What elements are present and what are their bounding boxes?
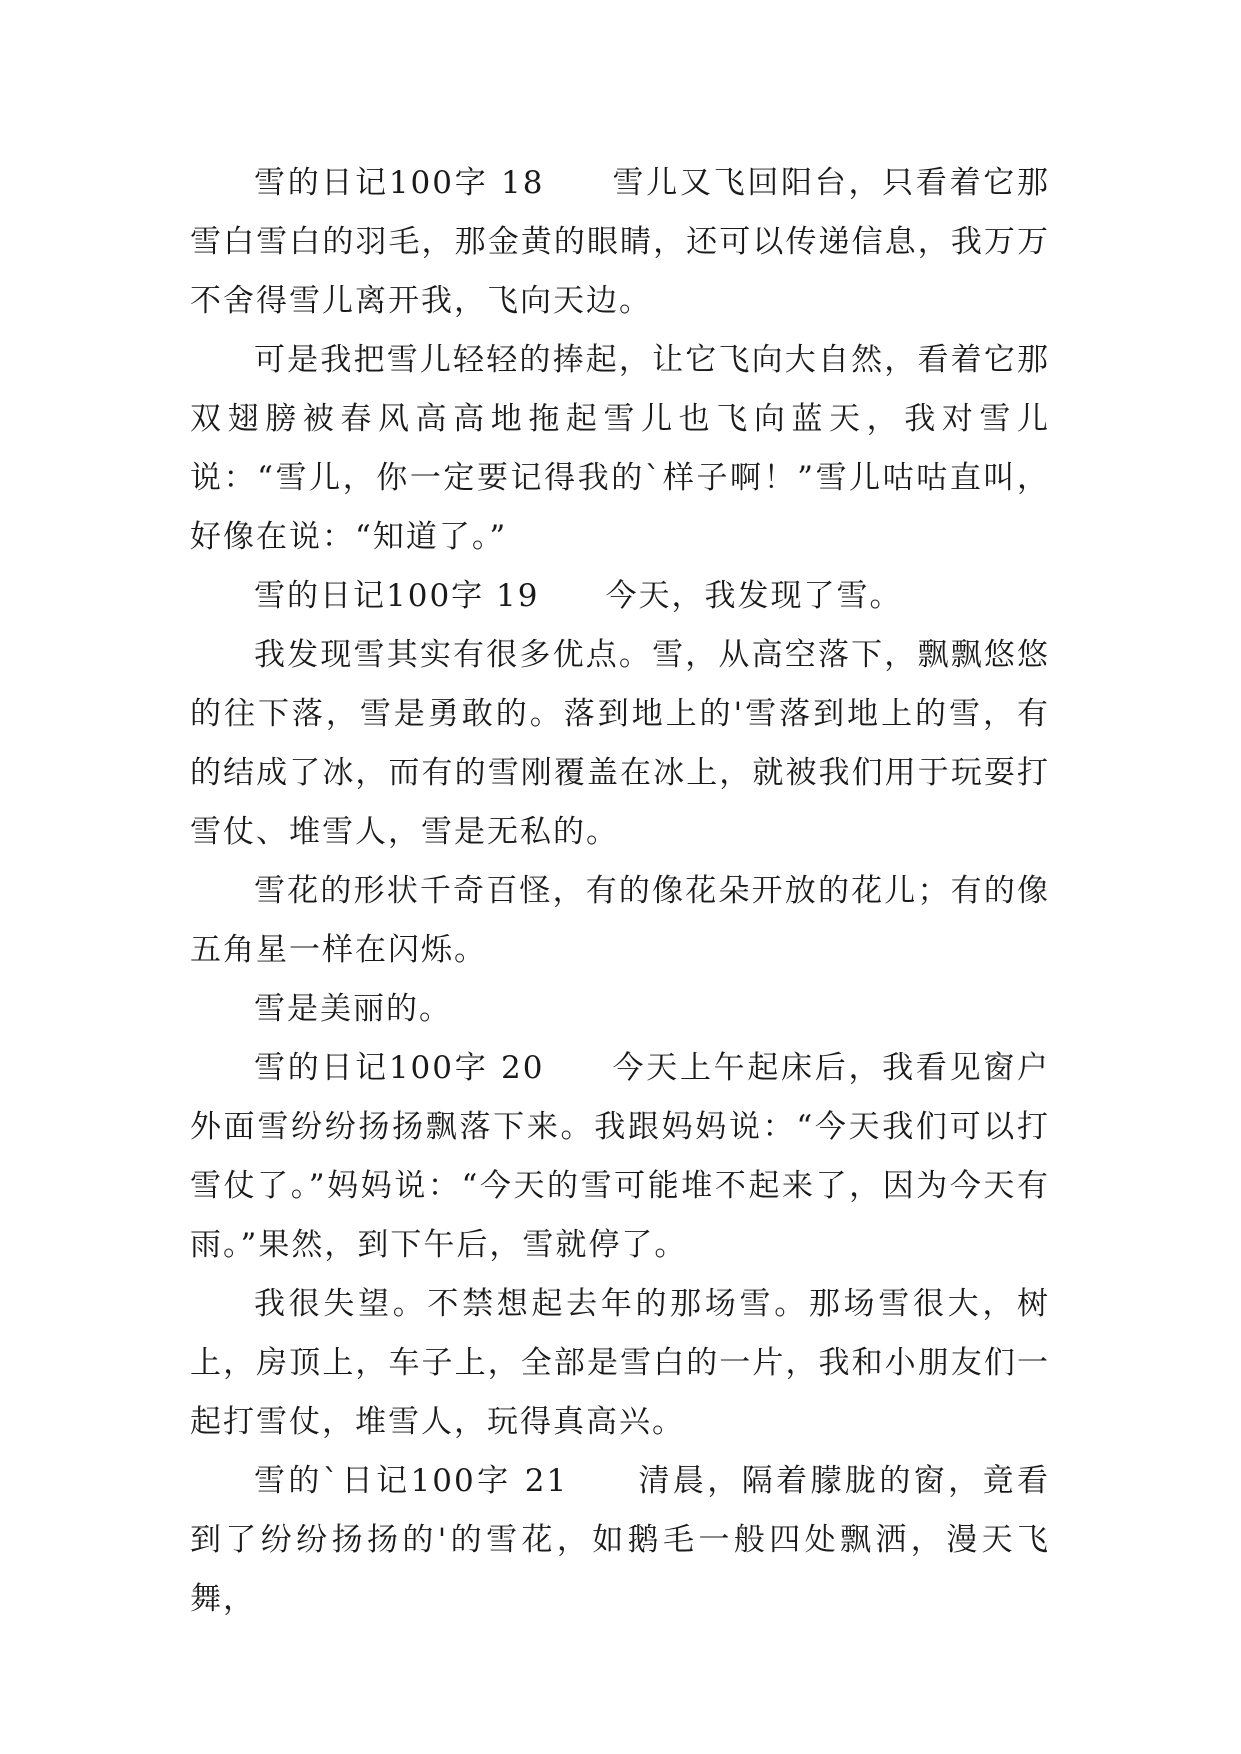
paragraph: 雪的日记100字 20 今天上午起床后，我看见窗户外面雪纷纷扬扬飘落下来。我跟妈妈说：“今天我们可以打雪仗了。”妈妈说：“今天的雪可能堆不起来了，因为今天有雨。”果然，到下午后，雪就停了。 xyxy=(190,1050,1050,1263)
paragraph: 我发现雪其实有很多优点。雪，从高空落下，飘飘悠悠的往下落，雪是勇敢的。落到地上的'雪落到地上的雪，有的结成了冰，而有的雪刚覆盖在冰上，就被我们用于玩耍打雪仗、堆雪人，雪是无私的。 xyxy=(190,637,1050,850)
paragraph: 可是我把雪儿轻轻的捧起，让它飞向大自然，看着它那双翅膀被春风高高地拖起雪儿也飞向蓝天，我对雪儿说：“雪儿，你一定要记得我的`样子啊！”雪儿咕咕直叫，好像在说：“知道了。” xyxy=(190,342,1050,555)
document-body xyxy=(190,154,1050,1629)
paragraph: 雪的`日记100字 21 清晨，隔着朦胧的窗，竟看到了纷纷扬扬的'的雪花，如鹅毛一般四处飘洒，漫天飞舞， xyxy=(190,1463,1050,1617)
paragraph: 雪的日记100字 18 雪儿又飞回阳台，只看着它那雪白雪白的羽毛，那金黄的眼睛，还可以传递信息，我万万不舍得雪儿离开我，飞向天边。 xyxy=(190,165,1050,319)
paragraph: 雪是美丽的。 xyxy=(254,991,452,1027)
paragraph: 我很失望。不禁想起去年的那场雪。那场雪很大，树上，房顶上，车子上，全部是雪白的一片，我和小朋友们一起打雪仗，堆雪人，玩得真高兴。 xyxy=(190,1286,1050,1440)
paragraph: 雪花的形状千奇百怪，有的像花朵开放的花儿；有的像五角星一样在闪烁。 xyxy=(190,873,1050,968)
paragraph: 雪的日记100字 19 今天，我发现了雪。 xyxy=(254,578,903,614)
